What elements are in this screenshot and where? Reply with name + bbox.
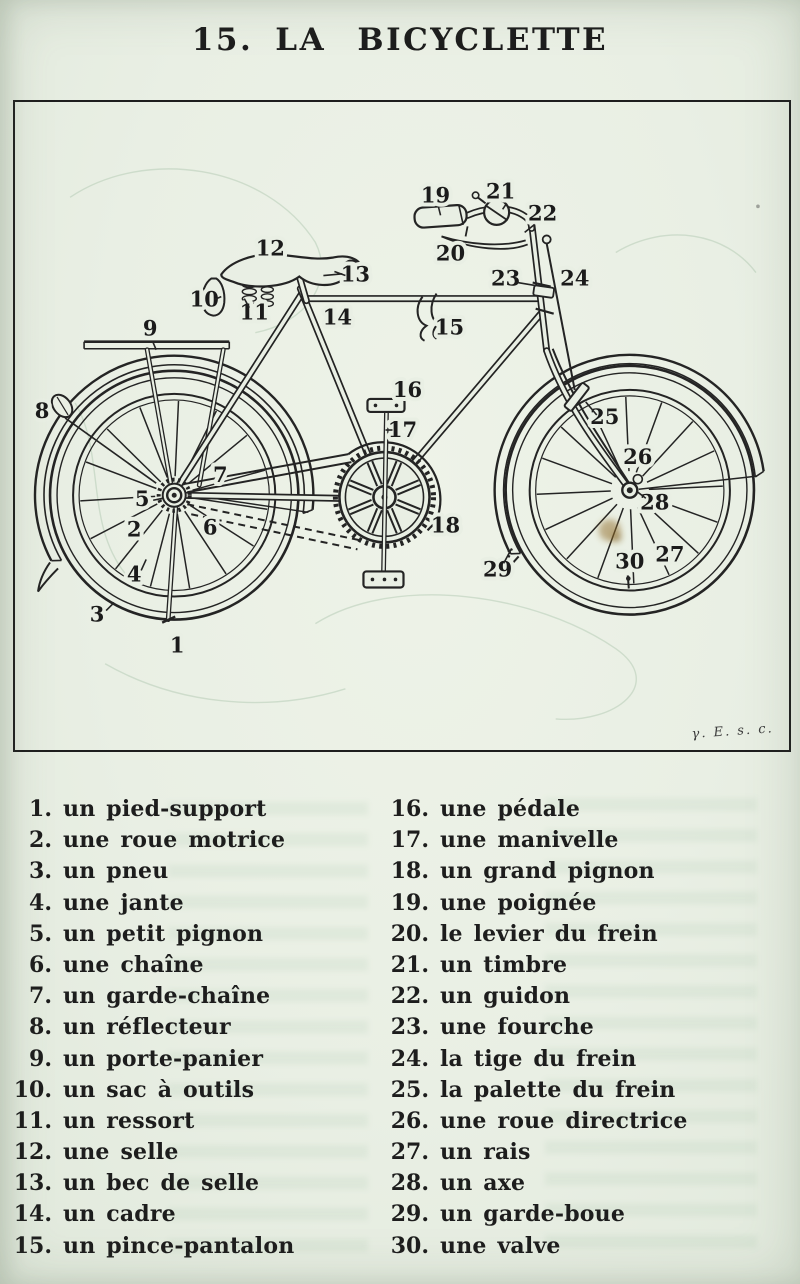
- pedal-bottom: [363, 571, 403, 587]
- part-label-14: 14: [322, 304, 353, 330]
- list-item: [385, 1012, 688, 1043]
- vocab-number: 1.: [29, 796, 52, 822]
- vocab-number: 17.: [390, 827, 429, 854]
- part-label-13: 13: [340, 261, 371, 287]
- list-item: [10, 888, 294, 919]
- part-label-7: 7: [212, 462, 228, 488]
- vocab-column-right: [385, 794, 688, 1262]
- list-item: [10, 825, 294, 856]
- vocab-term: un cadre: [63, 1201, 176, 1228]
- vocab-term: la tige du frein: [440, 1045, 637, 1072]
- vocab-number: 10.: [13, 1076, 52, 1103]
- vocab-term: un grand pignon: [440, 858, 655, 885]
- part-label-17: 17: [387, 417, 418, 443]
- vocab-term: un pince-pantalon: [63, 1232, 295, 1259]
- part-label-4: 4: [126, 561, 142, 587]
- list-item: [385, 1106, 688, 1137]
- vocab-number: 13.: [13, 1170, 52, 1197]
- vocab-number: 7.: [29, 983, 52, 1010]
- vocab-number: 24.: [390, 1045, 429, 1072]
- vocab-number: 9.: [29, 1045, 52, 1072]
- part-label-28: 28: [640, 489, 670, 515]
- vocab-term: une roue motrice: [63, 827, 286, 854]
- vocab-term: une valve: [440, 1232, 561, 1259]
- handlebar-grip: [414, 205, 467, 229]
- vocab-term: une chaîne: [63, 951, 204, 978]
- list-item: [10, 1106, 294, 1137]
- part-label-22: 22: [528, 200, 558, 226]
- vocab-number: 15.: [13, 1232, 52, 1259]
- vocab-term: une selle: [63, 1139, 179, 1166]
- part-label-2: 2: [126, 516, 142, 542]
- vocab-term: un réflecteur: [63, 1014, 231, 1041]
- page-title: [0, 22, 800, 58]
- lesson-number: 15.: [191, 22, 254, 58]
- part-label-20: 20: [435, 240, 466, 266]
- vocab-term: un garde-chaîne: [63, 983, 271, 1010]
- vocab-term: un garde-boue: [440, 1201, 626, 1228]
- list-item: [385, 794, 688, 825]
- part-label-5: 5: [134, 486, 150, 512]
- valve: [626, 575, 631, 588]
- figure-frame: [13, 100, 791, 752]
- part-label-15: 15: [434, 314, 465, 340]
- part-label-26: 26: [623, 444, 653, 470]
- vocab-term: un bec de selle: [63, 1170, 260, 1197]
- vocab-term: une jante: [63, 889, 184, 916]
- vocab-column-left: [10, 794, 294, 1262]
- part-label-21: 21: [485, 178, 516, 204]
- vocab-term: un sac à outils: [63, 1076, 255, 1103]
- vocab-number: 12.: [13, 1139, 52, 1166]
- part-label-18: 18: [430, 512, 461, 538]
- vocab-number: 28.: [390, 1170, 429, 1197]
- part-label-1: 1: [169, 632, 185, 658]
- list-item: [10, 1199, 294, 1230]
- luggage-rack: [84, 342, 229, 349]
- vocab-term: un ressort: [63, 1107, 195, 1134]
- list-item: [10, 1168, 294, 1199]
- vocab-number: 27.: [390, 1139, 429, 1166]
- part-label-27: 27: [655, 541, 685, 567]
- list-item: [385, 981, 688, 1012]
- vocab-term: la palette du frein: [440, 1076, 676, 1103]
- list-item: [385, 919, 688, 950]
- vocab-number: 14.: [13, 1201, 52, 1228]
- vocab-number: 2.: [29, 827, 52, 854]
- vocab-term: une poignée: [440, 889, 597, 916]
- vocab-number: 11.: [13, 1107, 52, 1134]
- vocab-number: 23.: [390, 1014, 429, 1041]
- vocab-term: une fourche: [440, 1014, 594, 1041]
- list-item: [10, 919, 294, 950]
- bicycle-diagram: [15, 102, 789, 750]
- list-item: [385, 825, 688, 856]
- vocab-number: 26.: [390, 1107, 429, 1134]
- list-item: [10, 1075, 294, 1106]
- vocab-number: 5.: [29, 920, 52, 947]
- vocab-term: un axe: [440, 1170, 526, 1197]
- list-item: [385, 950, 688, 981]
- part-label-11: 11: [239, 299, 269, 325]
- part-label-9: 9: [142, 315, 158, 341]
- list-item: [10, 950, 294, 981]
- part-label-19: 19: [420, 182, 451, 208]
- vocab-number: 22.: [390, 983, 429, 1010]
- vocab-term: une roue directrice: [440, 1107, 688, 1134]
- list-item: [385, 1075, 688, 1106]
- vocab-number: 4.: [29, 889, 52, 916]
- vocab-term: un guidon: [440, 983, 571, 1010]
- part-label-23: 23: [491, 265, 521, 291]
- part-label-29: 29: [482, 556, 513, 582]
- part-label-6: 6: [202, 514, 218, 540]
- vocab-term: un timbre: [440, 951, 568, 978]
- list-item: [385, 1137, 688, 1168]
- list-item: [10, 856, 294, 887]
- part-label-24: 24: [560, 265, 590, 291]
- list-item: [385, 856, 688, 887]
- part-label-16: 16: [392, 376, 423, 402]
- vocab-term: un rais: [440, 1139, 531, 1166]
- list-item: [385, 1199, 688, 1230]
- list-item: [385, 888, 688, 919]
- part-label-8: 8: [34, 397, 50, 423]
- part-label-25: 25: [590, 403, 620, 429]
- part-label-10: 10: [189, 286, 219, 312]
- list-item: [10, 1137, 294, 1168]
- vocab-number: 30.: [390, 1232, 429, 1259]
- vocab-number: 29.: [390, 1201, 429, 1228]
- vocab-number: 18.: [390, 858, 429, 885]
- part-label-12: 12: [255, 235, 285, 261]
- list-item: [385, 1044, 688, 1075]
- vocab-term: un porte-panier: [63, 1045, 264, 1072]
- vocab-term: le levier du frein: [440, 920, 658, 947]
- vocab-term: un petit pignon: [63, 920, 264, 947]
- vocab-term: un pied-support: [63, 796, 267, 822]
- vocab-number: 16.: [390, 796, 429, 822]
- vocab-number: 21.: [390, 951, 429, 978]
- vocab-number: 3.: [29, 858, 52, 885]
- list-item: [10, 794, 294, 825]
- vocab-number: 20.: [390, 920, 429, 947]
- vocab-term: une manivelle: [440, 827, 619, 854]
- vocab-term: une pédale: [440, 796, 581, 822]
- list-item: [385, 1168, 688, 1199]
- vocab-number: 8.: [29, 1014, 52, 1041]
- part-label-3: 3: [89, 601, 105, 627]
- list-item: [10, 981, 294, 1012]
- list-item: [10, 1012, 294, 1043]
- illustrator-signature: γ. E. s. c.: [691, 721, 775, 742]
- list-item: [10, 1231, 294, 1262]
- vocab-term: un pneu: [63, 858, 169, 885]
- vocab-number: 19.: [390, 889, 429, 916]
- vocab-number: 6.: [29, 951, 52, 978]
- list-item: [10, 1044, 294, 1075]
- vocab-number: 25.: [390, 1076, 429, 1103]
- lesson-title: LA BICYCLETTE: [275, 22, 609, 58]
- axle-nut: [633, 475, 642, 484]
- part-label-30: 30: [615, 548, 645, 574]
- list-item: [385, 1231, 688, 1262]
